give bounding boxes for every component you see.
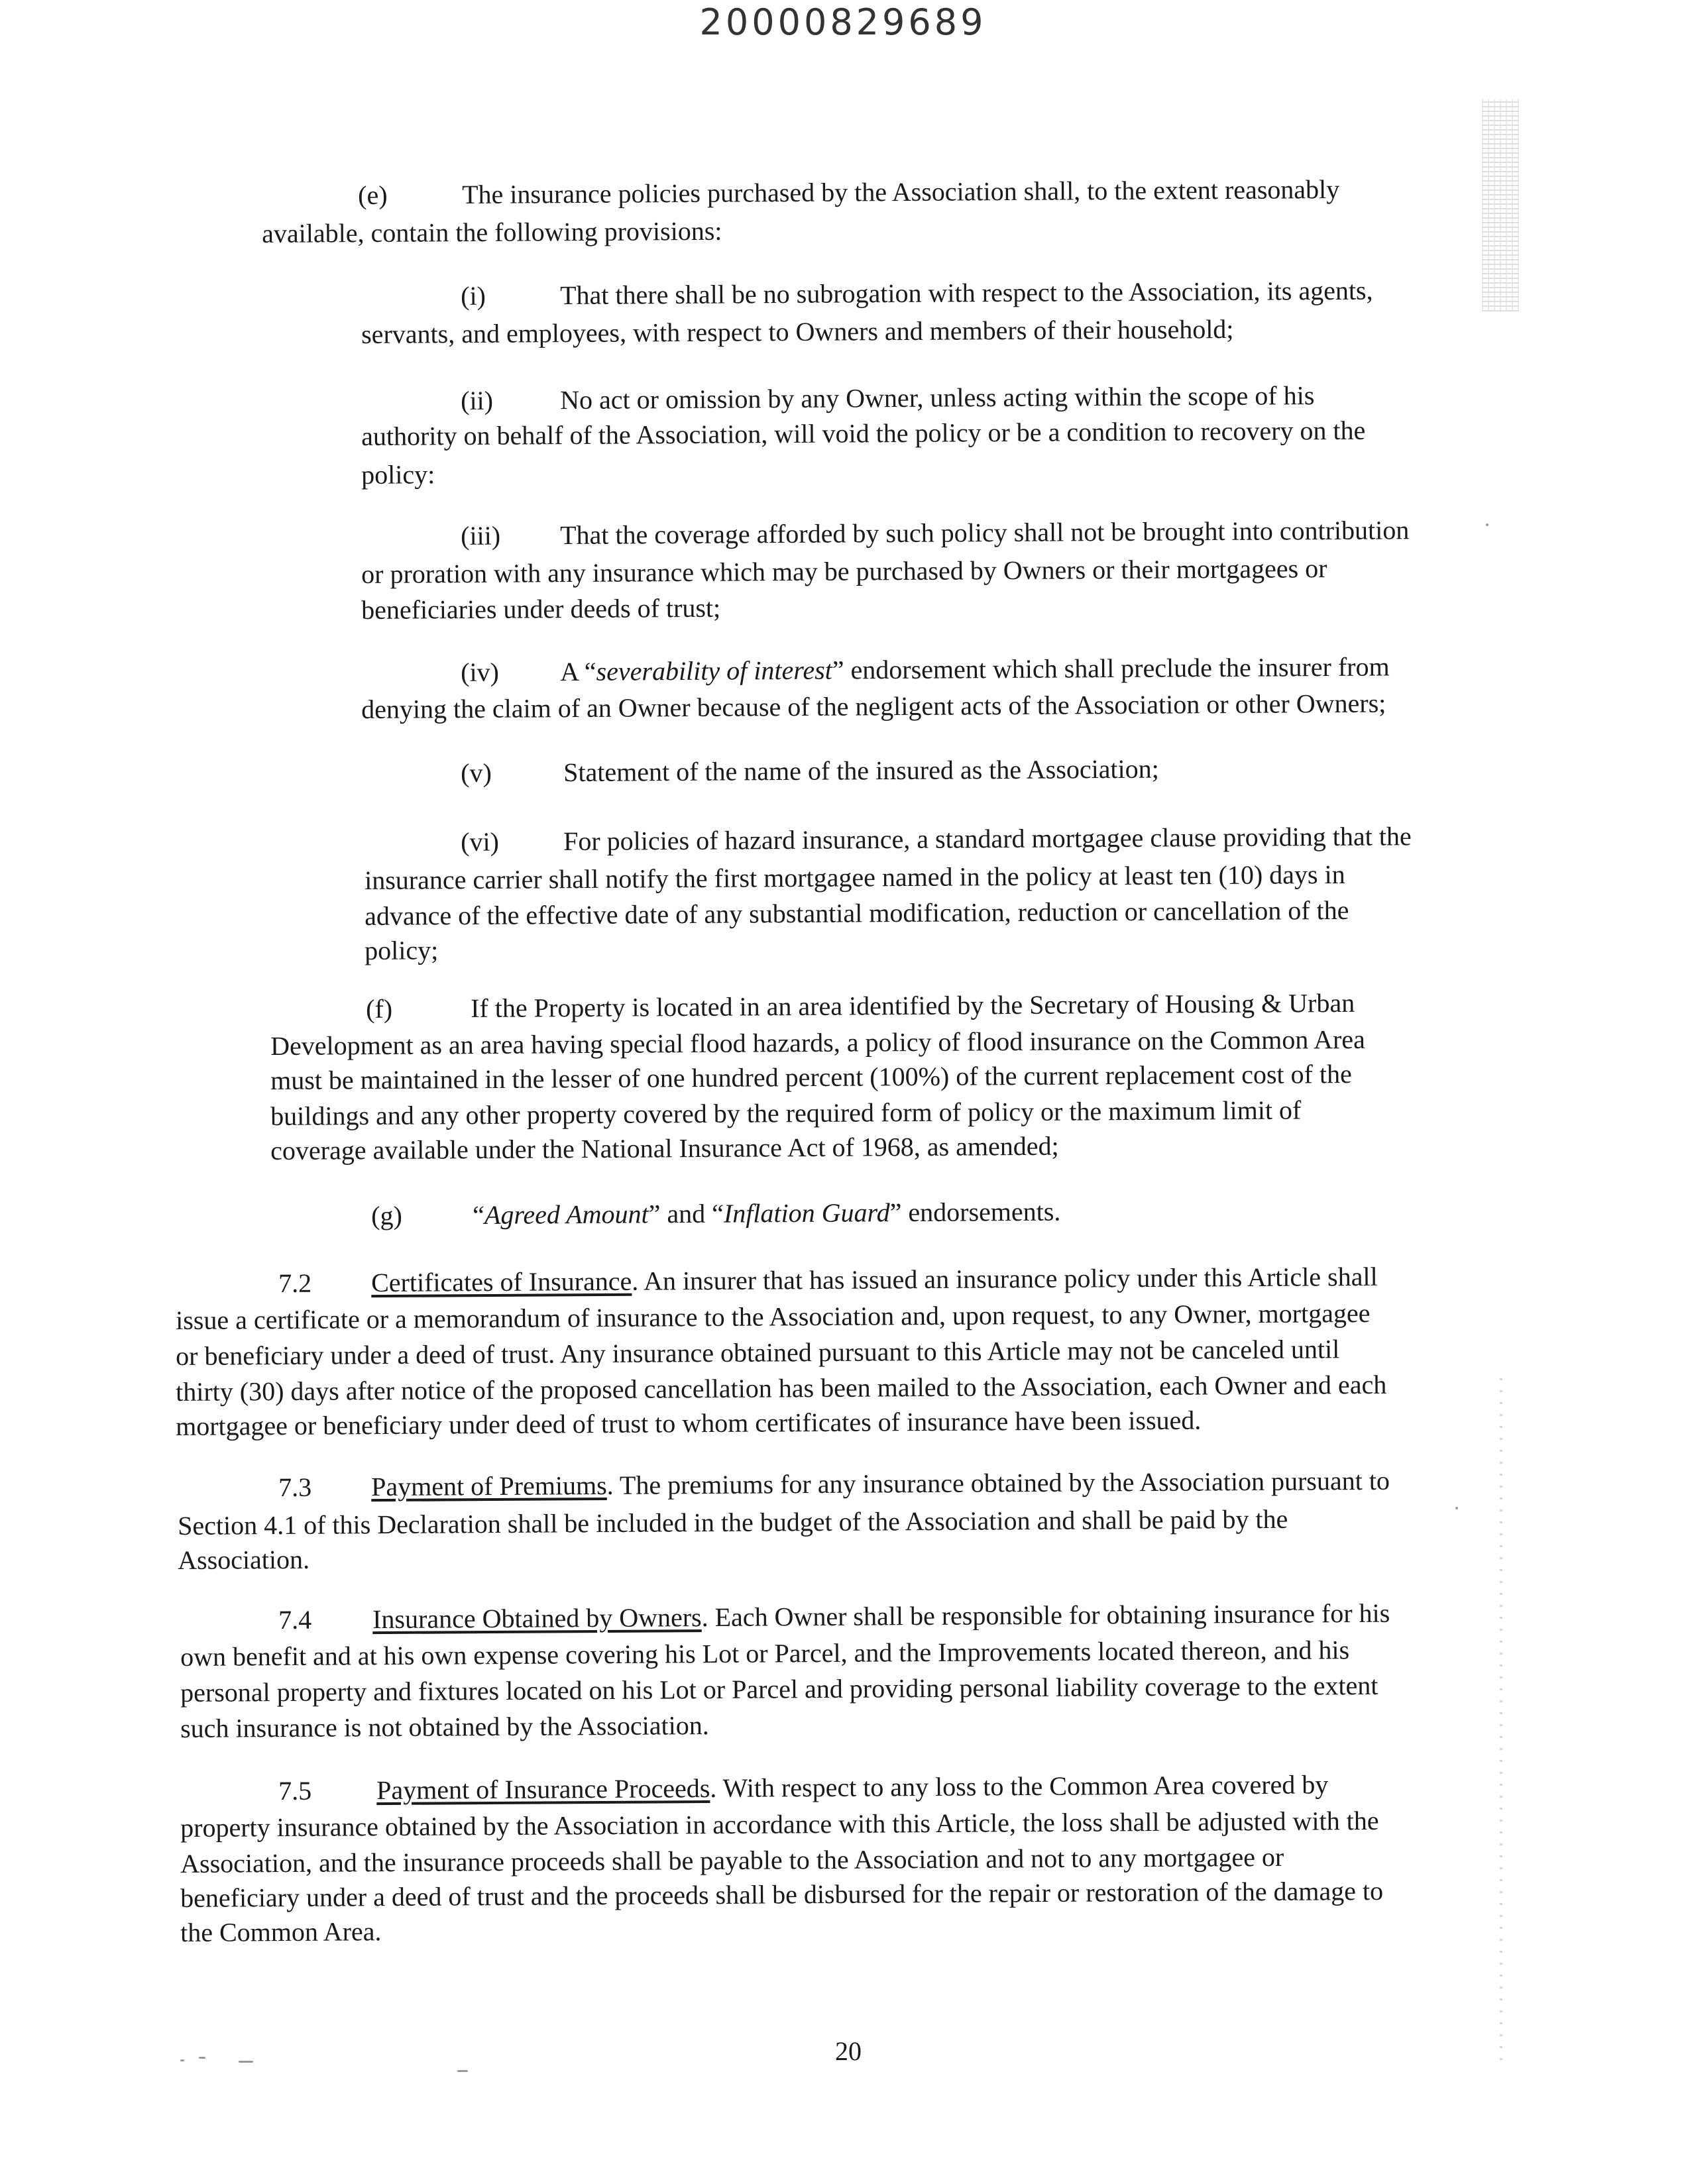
section-title: Payment of Premiums	[371, 1470, 607, 1502]
section-7-3-line1	[278, 1463, 1390, 1505]
paragraph-text: ” and “	[648, 1198, 724, 1229]
item-iii-line1	[461, 512, 1409, 554]
item-label: (i)	[461, 280, 486, 311]
item-label: (ii)	[461, 385, 494, 415]
emphasized-term: Agreed Amount	[484, 1199, 649, 1230]
section-number: 7.2	[278, 1268, 312, 1298]
section-number: 7.4	[278, 1604, 312, 1635]
section-7-4-line1	[278, 1596, 1390, 1638]
margin-dot-marks	[1500, 1378, 1502, 2067]
section-text: . With respect to any loss to the Common Area covered by	[710, 1769, 1329, 1804]
section-7-2-line1	[278, 1259, 1378, 1301]
section-7-5-line2: property insurance obtained by the Association in accordance with this Article, the loss shall be adjusted with the	[180, 1805, 1379, 1843]
item-text: For policies of hazard insurance, a standard mortgagee clause providing that the	[563, 821, 1412, 857]
item-text: That there shall be no subrogation with respect to the Association, its agents,	[560, 275, 1373, 311]
item-v-line1	[461, 751, 1159, 791]
paragraph-e-line2: available, contain the following provisions:	[262, 215, 722, 248]
emphasized-term: Inflation Guard	[723, 1197, 890, 1228]
section-7-3-line2: Section 4.1 of this Declaration shall be included in the budget of the Association and shall be paid by the	[178, 1503, 1288, 1541]
item-vi-line2: insurance carrier shall notify the first mortgagee named in the policy at least ten (10) days in	[365, 859, 1345, 895]
paragraph-f-line5: coverage available under the National Insurance Act of 1968, as amended;	[270, 1130, 1059, 1166]
item-vi-line3: advance of the effective date of any substantial modification, reduction or cancellation of the	[365, 895, 1349, 931]
item-text: No act or omission by any Owner, unless acting within the scope of his	[560, 380, 1315, 415]
item-ii-line3: policy:	[361, 459, 435, 490]
item-ii-line1	[461, 378, 1315, 419]
paragraph-label: (g)	[371, 1200, 402, 1230]
scan-speck	[1455, 1507, 1458, 1509]
section-title: Payment of Insurance Proceeds	[376, 1773, 710, 1806]
item-iv-line1	[461, 649, 1390, 690]
section-title: Insurance Obtained by Owners	[372, 1602, 702, 1635]
paragraph-f-line3: must be maintained in the lesser of one hundred percent (100%) of the current replacement cost of the	[270, 1059, 1352, 1095]
item-text: ” endorsement which shall preclude the insurer from	[832, 651, 1390, 685]
scan-speck	[1486, 523, 1489, 526]
section-text: . Each Owner shall be responsible for obtaining insurance for his	[701, 1598, 1390, 1633]
paragraph-label: (e)	[358, 180, 388, 210]
paragraph-f-line2: Development as an area having special flood hazards, a policy of flood insurance on the Common Area	[270, 1024, 1365, 1061]
document-number: 20000829689	[699, 1, 987, 43]
item-vi-line1	[461, 818, 1412, 860]
item-label: (iii)	[461, 520, 501, 551]
item-label: (iv)	[461, 657, 500, 687]
margin-stamp-mark	[1482, 99, 1519, 311]
scan-speck	[180, 2059, 184, 2061]
item-vi-line4: policy;	[365, 935, 439, 965]
section-7-2-line4: thirty (30) days after notice of the proposed cancellation has been mailed to the Association, each Owner and each	[176, 1369, 1387, 1407]
item-i-line2: servants, and employees, with respect to Owners and members of their household;	[361, 313, 1234, 349]
section-7-5-line5: the Common Area.	[180, 1916, 382, 1947]
section-7-5-line4: beneficiary under a deed of trust and the proceeds shall be disbursed for the repair or restoration of the damage to	[180, 1875, 1384, 1913]
section-7-5-line1	[278, 1767, 1328, 1809]
scan-speck	[239, 2061, 253, 2063]
section-text: . The premiums for any insurance obtained by the Association pursuant to	[606, 1465, 1390, 1500]
section-7-2-line3: or beneficiary under a deed of trust. Any insurance obtained pursuant to this Article may not be canceled until	[176, 1334, 1340, 1371]
scan-speck	[457, 2070, 468, 2072]
section-number: 7.5	[278, 1775, 312, 1806]
paragraph-text: The insurance policies purchased by the Association shall, to the extent reasonably	[462, 174, 1340, 210]
paragraph-text: If the Property is located in an area identified by the Secretary of Housing & Urban	[471, 987, 1355, 1024]
quote-open: A “	[560, 656, 596, 687]
item-ii-line2: authority on behalf of the Association, will void the policy or be a condition to recovery on the	[361, 415, 1366, 451]
section-7-4-line2: own benefit and at his own expense covering his Lot or Parcel, and the Improvements located thereon, and his	[180, 1635, 1350, 1672]
paragraph-g-line1	[371, 1194, 1061, 1234]
section-7-5-line3: Association, and the insurance proceeds shall be payable to the Association and not to any mortgagee or	[180, 1841, 1284, 1879]
item-text: That the coverage afforded by such policy shall not be brought into contribution	[560, 515, 1410, 551]
section-7-2-line5: mortgagee or beneficiary under deed of trust to whom certificates of insurance have been issued.	[176, 1405, 1202, 1441]
scan-speck	[199, 2057, 205, 2059]
section-7-4-line3: personal property and fixtures located on his Lot or Parcel and providing personal liability coverage to the extent	[180, 1670, 1378, 1708]
item-iii-line2: or proration with any insurance which may be purchased by Owners or their mortgagees or	[361, 553, 1327, 589]
item-iv-line2: denying the claim of an Owner because of the negligent acts of the Association or other Owners;	[361, 688, 1386, 724]
paragraph-f-line1	[366, 985, 1355, 1027]
section-7-4-line4: such insurance is not obtained by the Association.	[180, 1710, 709, 1743]
emphasized-term: severability of interest	[596, 655, 832, 686]
item-i-line1	[461, 273, 1373, 314]
paragraph-f-line4: buildings and any other property covered by the required form of policy or the maximum limit of	[270, 1095, 1302, 1131]
item-iii-line3: beneficiaries under deeds of trust;	[361, 592, 721, 625]
section-text: . An insurer that has issued an insurance policy under this Article shall	[632, 1261, 1378, 1296]
section-title: Certificates of Insurance	[371, 1266, 632, 1298]
paragraph-text: ” endorsements.	[889, 1196, 1061, 1228]
section-7-2-line2: issue a certificate or a memorandum of insurance to the Association and, upon request, to any Owner, mortgagee	[176, 1297, 1371, 1335]
item-text: Statement of the name of the insured as the Association;	[563, 753, 1159, 788]
page-number: 20	[835, 2036, 862, 2066]
section-number: 7.3	[278, 1472, 312, 1502]
paragraph-e-line1	[358, 172, 1339, 213]
item-label: (v)	[461, 757, 492, 788]
item-label: (vi)	[461, 826, 500, 857]
quote-open: “	[473, 1199, 485, 1230]
paragraph-label: (f)	[366, 993, 393, 1024]
section-7-3-line3: Association.	[178, 1544, 310, 1575]
